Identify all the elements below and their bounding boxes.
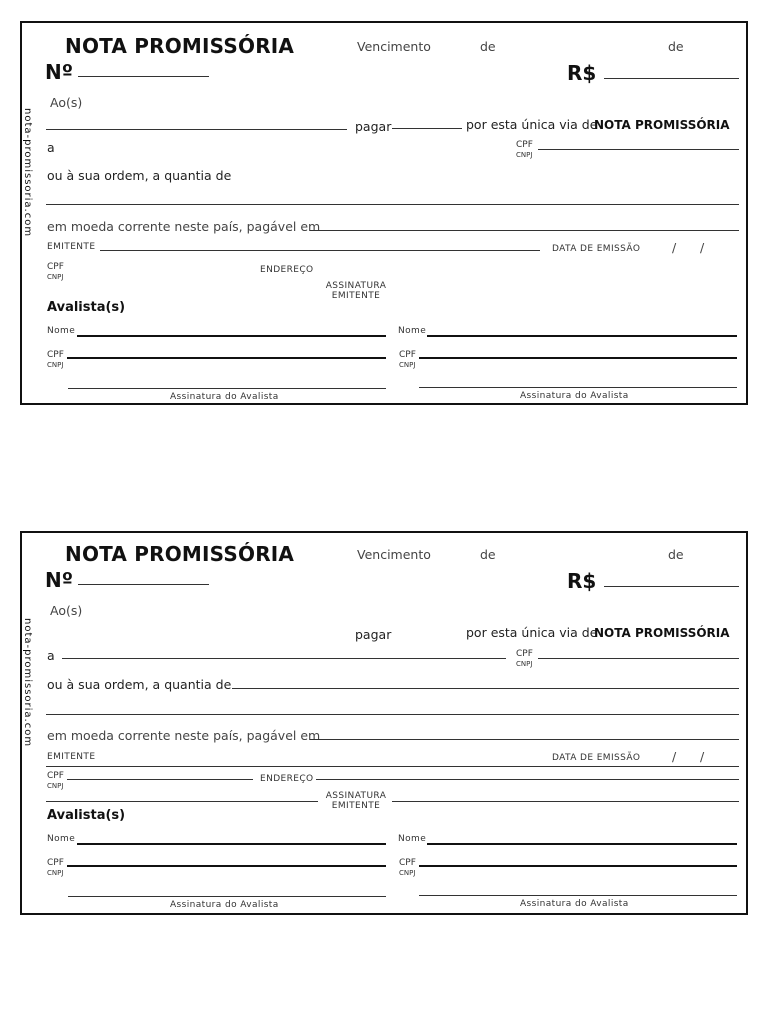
a-field[interactable]: [62, 658, 506, 659]
data-slash-2: /: [700, 749, 705, 764]
numero-field[interactable]: [78, 76, 209, 77]
ordem-text: ou à sua ordem, a quantia de: [47, 677, 232, 692]
moeda-text: em moeda corrente neste país, pagável em: [47, 219, 321, 234]
quantia-field[interactable]: [46, 204, 739, 205]
endereco-label: ENDEREÇO: [260, 265, 314, 275]
assinatura-emitente-field[interactable]: [392, 801, 739, 802]
vencimento-label: Vencimento: [357, 547, 431, 562]
avalista-1-cpf-field[interactable]: [67, 357, 386, 359]
promissory-note-1: [20, 21, 748, 405]
numero-field[interactable]: [78, 584, 209, 585]
ao-field[interactable]: [46, 129, 347, 130]
data-slash-1: /: [672, 749, 677, 764]
emitente-field[interactable]: [46, 766, 739, 767]
endereco-label: ENDEREÇO: [260, 774, 314, 784]
quantia-field-2[interactable]: [46, 714, 739, 715]
emitente-cpf-label: CPF: [47, 262, 64, 272]
avalista-1-cpf-label: CPF: [47, 858, 64, 868]
avalista-1-cpf-field[interactable]: [67, 865, 386, 867]
emitente-label: EMITENTE: [47, 752, 96, 762]
quantia-field[interactable]: [232, 688, 739, 689]
vencimento-label: Vencimento: [357, 39, 431, 54]
pagar-field[interactable]: [392, 128, 462, 129]
avalista-1-signature-label: Assinatura do Avalista: [170, 392, 279, 402]
avalista-1-signature-line[interactable]: [68, 388, 386, 389]
data-slash-1: /: [672, 240, 677, 255]
cpf-field[interactable]: [538, 658, 739, 659]
data-emissao-label: DATA DE EMISSÃO: [552, 753, 641, 763]
avalista-2-nome-label: Nome: [398, 834, 427, 844]
avalista-2-cpf-label: CPF: [399, 858, 416, 868]
pagar-label: pagar: [355, 627, 392, 642]
numero-label: Nº: [45, 60, 74, 84]
avalista-2-signature-line[interactable]: [419, 387, 737, 388]
vencimento-de-1: de: [480, 547, 496, 562]
vencimento-de-1: de: [480, 39, 496, 54]
pagavel-field[interactable]: [310, 230, 739, 231]
data-emissao-label: DATA DE EMISSÃO: [552, 244, 641, 254]
currency-label: R$: [567, 61, 597, 85]
cnpj-label: CNPJ: [516, 151, 533, 159]
cpf-label: CPF: [516, 140, 533, 150]
numero-label: Nº: [45, 568, 74, 592]
amount-field[interactable]: [604, 78, 739, 79]
emitente-field[interactable]: [100, 250, 540, 251]
note-title: NOTA PROMISSÓRIA: [65, 542, 295, 566]
avalista-2-cpf-field[interactable]: [419, 865, 737, 867]
emitente-cnpj-label: CNPJ: [47, 273, 64, 281]
via-text: por esta única via de: [466, 117, 598, 132]
emitente-cnpj-label: CNPJ: [47, 782, 64, 790]
assinatura-emitente-label: ASSINATURA EMITENTE: [325, 281, 387, 301]
avalista-1-nome-label: Nome: [47, 834, 76, 844]
site-watermark: nota-promissoria.com: [22, 108, 33, 238]
ao-label: Ao(s): [50, 95, 83, 110]
avalista-2-cnpj-label: CNPJ: [399, 869, 416, 877]
avalista-1-signature-line[interactable]: [68, 896, 386, 897]
avalista-2-nome-label: Nome: [398, 326, 427, 336]
avalista-2-signature-label: Assinatura do Avalista: [520, 899, 629, 909]
currency-label: R$: [567, 569, 597, 593]
site-watermark: nota-promissoria.com: [22, 618, 33, 748]
avalista-2-cnpj-label: CNPJ: [399, 361, 416, 369]
endereco-field-2[interactable]: [46, 801, 318, 802]
data-slash-2: /: [700, 240, 705, 255]
cnpj-label: CNPJ: [516, 660, 533, 668]
via-text: por esta única via de: [466, 625, 598, 640]
ordem-text: ou à sua ordem, a quantia de: [47, 168, 232, 183]
avalista-title: Avalista(s): [47, 300, 126, 315]
via-bold: NOTA PROMISSÓRIA: [594, 118, 730, 132]
avalista-2-nome-field[interactable]: [427, 843, 737, 845]
a-label: a: [47, 648, 55, 663]
a-label: a: [47, 140, 55, 155]
avalista-1-nome-field[interactable]: [77, 335, 386, 337]
endereco-field[interactable]: [316, 779, 739, 780]
avalista-1-cpf-label: CPF: [47, 350, 64, 360]
avalista-1-cnpj-label: CNPJ: [47, 869, 64, 877]
assinatura-emitente-label: ASSINATURA EMITENTE: [325, 791, 387, 811]
avalista-title: Avalista(s): [47, 808, 126, 823]
avalista-1-nome-field[interactable]: [77, 843, 386, 845]
emitente-cpf-label: CPF: [47, 771, 64, 781]
avalista-2-cpf-label: CPF: [399, 350, 416, 360]
avalista-1-signature-label: Assinatura do Avalista: [170, 900, 279, 910]
note-title: NOTA PROMISSÓRIA: [65, 34, 295, 58]
pagavel-field[interactable]: [310, 739, 739, 740]
via-bold: NOTA PROMISSÓRIA: [594, 626, 730, 640]
avalista-2-cpf-field[interactable]: [419, 357, 737, 359]
avalista-1-nome-label: Nome: [47, 326, 76, 336]
avalista-2-signature-line[interactable]: [419, 895, 737, 896]
moeda-text: em moeda corrente neste país, pagável em: [47, 728, 321, 743]
promissory-note-2: [20, 531, 748, 915]
avalista-2-signature-label: Assinatura do Avalista: [520, 391, 629, 401]
emitente-cpf-field[interactable]: [67, 779, 253, 780]
avalista-1-cnpj-label: CNPJ: [47, 361, 64, 369]
emitente-label: EMITENTE: [47, 242, 96, 252]
cpf-label: CPF: [516, 649, 533, 659]
amount-field[interactable]: [604, 586, 739, 587]
vencimento-de-2: de: [668, 39, 684, 54]
avalista-2-nome-field[interactable]: [427, 335, 737, 337]
ao-label: Ao(s): [50, 603, 83, 618]
vencimento-de-2: de: [668, 547, 684, 562]
pagar-label: pagar: [355, 119, 392, 134]
cpf-field[interactable]: [538, 149, 739, 150]
